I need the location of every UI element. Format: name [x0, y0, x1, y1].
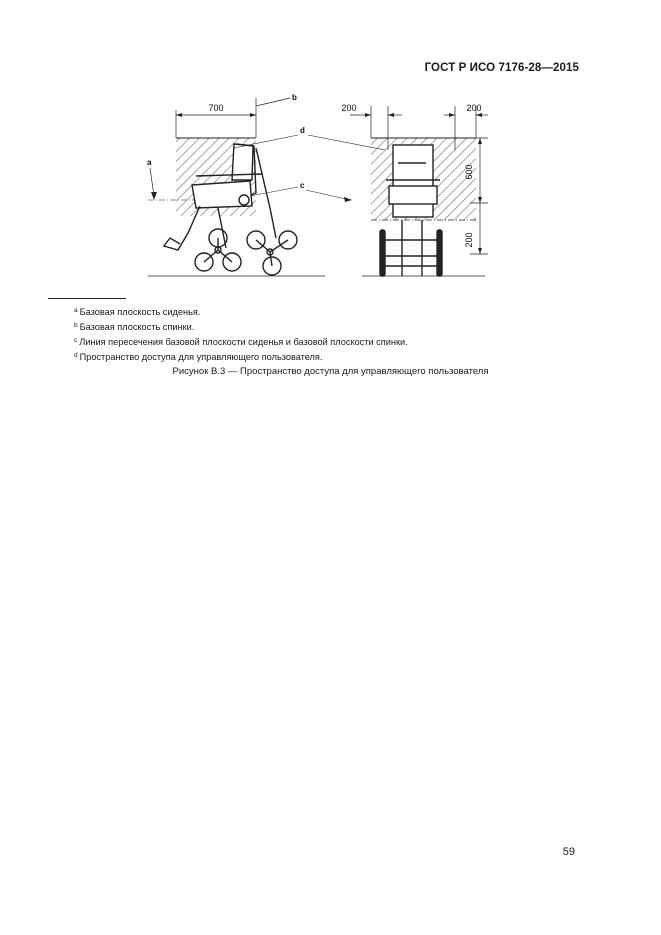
callout-c: c: [300, 181, 305, 190]
footnote-a: $^a$ Базовая плоскость сиденья.: [74, 307, 201, 317]
technical-drawing: [140, 88, 490, 288]
document-standard-header: ГОСТ Р ИСО 7176-28—2015: [424, 62, 579, 74]
dimension-700-label: 700: [208, 103, 224, 113]
footnote-c: $^c$ Линия пересечения базовой плоскости сиденья и базовой плоскости спинки.: [74, 337, 408, 347]
dimension-600-label: 600: [464, 164, 474, 180]
footnote-separator: [48, 298, 126, 299]
footnote-d: $^d$ Пространство доступа для управляющего пользователя.: [74, 352, 323, 362]
dimension-200-right-label: 200: [466, 103, 482, 113]
callout-a: a: [147, 158, 152, 167]
dimension-200-lower-label: 200: [464, 232, 474, 248]
callout-b: b: [292, 93, 297, 102]
dimension-200-left-label: 200: [341, 103, 357, 113]
front-view: [341, 103, 488, 276]
footnotes-list: [74, 304, 408, 364]
side-view: [147, 93, 325, 276]
figure-access-space-drawing: [140, 88, 490, 288]
page-number: 59: [562, 846, 575, 858]
figure-caption: Рисунок В.3 — Пространство доступа для управляющего пользователя: [172, 366, 489, 377]
callout-d: d: [300, 126, 305, 135]
footnote-b: $^b$ Базовая плоскость спинки.: [74, 322, 195, 332]
